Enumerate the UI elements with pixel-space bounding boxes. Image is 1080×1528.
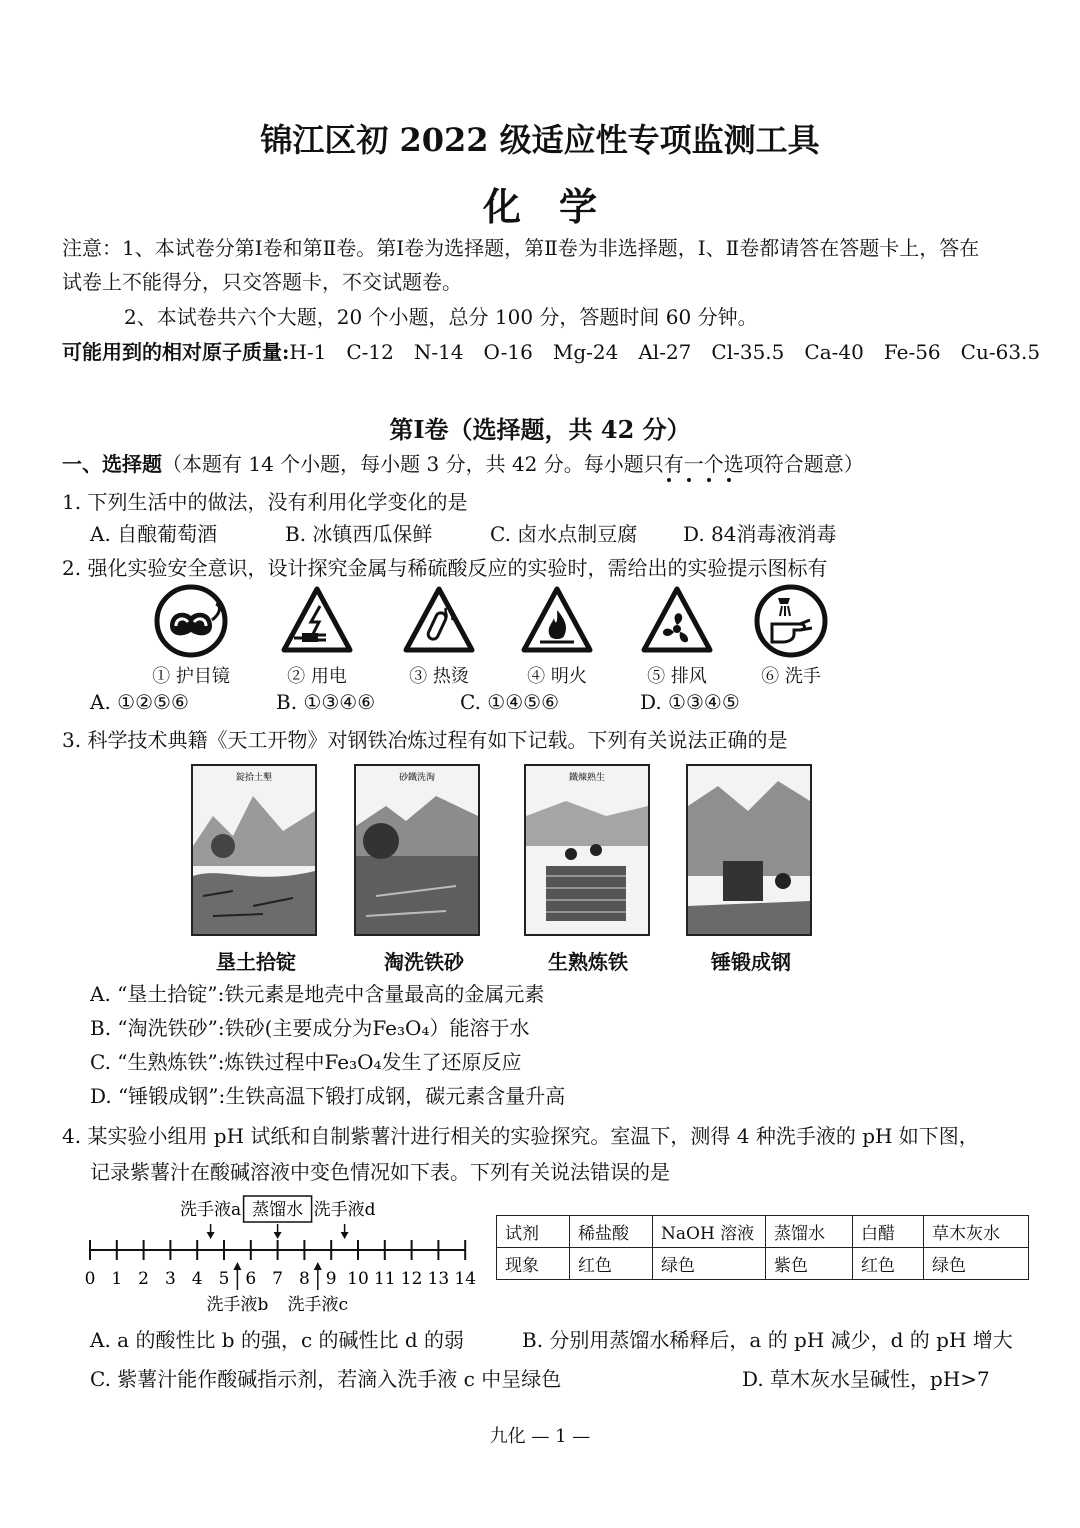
section-heading [62, 452, 864, 476]
atomic-masses-label: 可能用到的相对原子质量: [62, 340, 290, 364]
icon-caption-hot: ③ 热烫 [409, 666, 469, 687]
ph-arrowhead [274, 1232, 282, 1239]
section-heading-text: （本题有 14 个小题，每小题 3 分，共 42 分。每小题只有一个选项符合题意） [162, 452, 864, 476]
emphasis-dot [727, 478, 731, 482]
electricity-icon [280, 584, 354, 658]
q4-option-c: C. 紫薯汁能作酸碱指示剂，若滴入洗手液 c 中呈绿色 [90, 1367, 562, 1391]
q3-option-d: D. “锤锻成钢”:生铁高温下锻打成钢，碳元素含量升高 [90, 1084, 566, 1108]
woodcut-illustration [686, 764, 812, 936]
table-cell: 现象 [497, 1248, 570, 1280]
table-header-cell: 白醋 [853, 1216, 924, 1248]
q4-stem-1: 4. 某实验小组用 pH 试纸和自制紫薯汁进行相关的实验探究。室温下，测得 4 种洗手液的 pH 如下图， [62, 1124, 979, 1148]
plate-title: 砂鐵洗淘 [398, 773, 436, 783]
notice-line-3: 2、本试卷共六个大题，20 个小题，总分 100 分，答题时间 60 分钟。 [124, 305, 758, 329]
q2-stem: 2. 强化实验安全意识，设计探究金属与稀硫酸反应的实验时，需给出的实验提示图标有 [62, 556, 828, 580]
notice-line-1: 注意：1、本试卷分第Ⅰ卷和第Ⅱ卷。第Ⅰ卷为选择题，第Ⅱ卷为非选择题，Ⅰ、Ⅱ卷都请答在答题卡上，答在 [62, 236, 980, 260]
icon-caption-goggles: ① 护目镜 [152, 666, 230, 687]
ph-label-top: 洗手液d [313, 1200, 376, 1220]
ph-tick-label: 11 [373, 1269, 396, 1289]
page-number: 九化 — 1 — [489, 1426, 591, 1447]
woodcut-illustration [524, 764, 650, 936]
table-cell: 紫色 [766, 1248, 853, 1280]
table-header-cell: 草木灰水 [924, 1216, 1029, 1248]
icon-caption-electricity: ② 用电 [287, 666, 347, 687]
q2-option-b: B. ①③④⑥ [276, 690, 376, 714]
icon-caption-handwash: ⑥ 洗手 [761, 666, 821, 687]
table-header-row [497, 1216, 1029, 1248]
ph-label-bottom: 洗手液c [287, 1295, 349, 1315]
table-cell: 绿色 [653, 1248, 766, 1280]
ph-arrowhead [233, 1262, 241, 1270]
goggles-icon [154, 584, 228, 658]
plate-title: 鐵煉熟生 [568, 773, 606, 783]
atomic-masses-values: H-1 C-12 N-14 O-16 Mg-24 Al-27 Cl-35.5 Ca-40 Fe-56 Cu-63.5 [289, 340, 1041, 364]
table-row [497, 1248, 1029, 1280]
section-heading-label: 一、选择题 [62, 452, 162, 476]
ph-tick-label: 2 [138, 1269, 150, 1289]
ph-arrowhead [207, 1232, 215, 1239]
ph-label-top: 洗手液a [180, 1200, 242, 1220]
hot-icon [402, 584, 476, 658]
exam-title: 锦江区初 2022 级适应性专项监测工具 [260, 121, 820, 159]
section-title: 第Ⅰ卷（选择题，共 42 分） [389, 415, 691, 444]
q1-option-d: D. 84消毒液消毒 [683, 522, 837, 546]
ph-tick-label: 0 [84, 1269, 96, 1289]
flame-icon [520, 584, 594, 658]
ph-arrowhead [341, 1232, 349, 1239]
handwash-icon [754, 584, 828, 658]
q2-option-a: A. ①②⑤⑥ [90, 690, 189, 714]
ph-arrowhead [314, 1262, 322, 1270]
q3-stem: 3. 科学技术典籍《天工开物》对钢铁冶炼过程有如下记载。下列有关说法正确的是 [62, 728, 788, 752]
q3-caption-2: 淘洗铁砂 [384, 950, 464, 974]
q3-caption-3: 生熟炼铁 [548, 950, 628, 974]
q2-option-c: C. ①④⑤⑥ [460, 690, 560, 714]
table-cell: 红色 [570, 1248, 653, 1280]
table-header-cell: 蒸馏水 [766, 1216, 853, 1248]
q4-option-b: B. 分别用蒸馏水稀释后，a 的 pH 减少，d 的 pH 增大 [522, 1328, 1013, 1352]
ph-label-top: 蒸馏水 [252, 1200, 304, 1220]
q3-option-a: A. “垦土拾锭”:铁元素是地壳中含量最高的金属元素 [90, 982, 545, 1006]
ph-tick-label: 3 [164, 1269, 176, 1289]
q3-caption-4: 锤锻成钢 [711, 950, 791, 974]
icon-caption-flame: ④ 明火 [527, 666, 587, 687]
ph-tick-label: 9 [325, 1269, 337, 1289]
q4-option-a: A. a 的酸性比 b 的强，c 的碱性比 d 的弱 [90, 1328, 465, 1352]
ph-tick-label: 7 [272, 1269, 284, 1289]
ph-label-bottom: 洗手液b [206, 1295, 269, 1315]
emphasis-dot [667, 478, 671, 482]
fan-icon [640, 584, 714, 658]
emphasis-dot [687, 478, 691, 482]
ph-tick-label: 8 [298, 1269, 310, 1289]
q3-option-b: B. “淘洗铁砂”:铁砂(主要成分为Fe₃O₄）能溶于水 [90, 1016, 530, 1040]
ph-tick-label: 10 [347, 1269, 369, 1289]
ph-tick-label: 1 [111, 1269, 123, 1289]
q1-stem: 1. 下列生活中的做法，没有利用化学变化的是 [62, 490, 468, 514]
table-header-cell: NaOH 溶液 [653, 1216, 766, 1248]
woodcut-illustration [354, 764, 480, 936]
icon-caption-fan: ⑤ 排风 [647, 666, 707, 687]
ph-tick-label: 6 [245, 1269, 257, 1289]
q1-option-b: B. 冰镇西瓜保鲜 [285, 522, 433, 546]
q4-option-d: D. 草木灰水呈碱性，pH>7 [742, 1367, 990, 1391]
q1-option-a: A. 自酿葡萄酒 [90, 522, 218, 546]
table-header-cell: 稀盐酸 [570, 1216, 653, 1248]
notice-line-2: 试卷上不能得分，只交答题卡，不交试题卷。 [62, 270, 462, 294]
table-header-cell: 试剂 [497, 1216, 570, 1248]
ph-scale [70, 1190, 490, 1325]
ph-tick-label: 12 [400, 1269, 423, 1289]
plate-title: 錠拾土墾 [235, 773, 273, 783]
q3-caption-1: 垦土拾锭 [216, 950, 296, 974]
q3-option-c: C. “生熟炼铁”:炼铁过程中Fe₃O₄发生了还原反应 [90, 1050, 522, 1074]
table-cell: 绿色 [924, 1248, 1029, 1280]
subject-title: 化 学 [482, 184, 597, 229]
ph-tick-label: 14 [454, 1269, 477, 1289]
atomic-masses [62, 340, 1040, 364]
q1-option-c: C. 卤水点制豆腐 [490, 522, 638, 546]
q2-option-d: D. ①③④⑤ [640, 690, 740, 714]
table-cell: 红色 [853, 1248, 924, 1280]
emphasis-dot [707, 478, 711, 482]
ph-tick-label: 13 [427, 1269, 450, 1289]
ph-tick-label: 5 [218, 1269, 230, 1289]
q4-stem-2: 记录紫薯汁在酸碱溶液中变色情况如下表。下列有关说法错误的是 [90, 1160, 670, 1184]
ph-tick-label: 4 [191, 1269, 203, 1289]
woodcut-illustration [191, 764, 317, 936]
color-change-table [496, 1215, 1029, 1280]
